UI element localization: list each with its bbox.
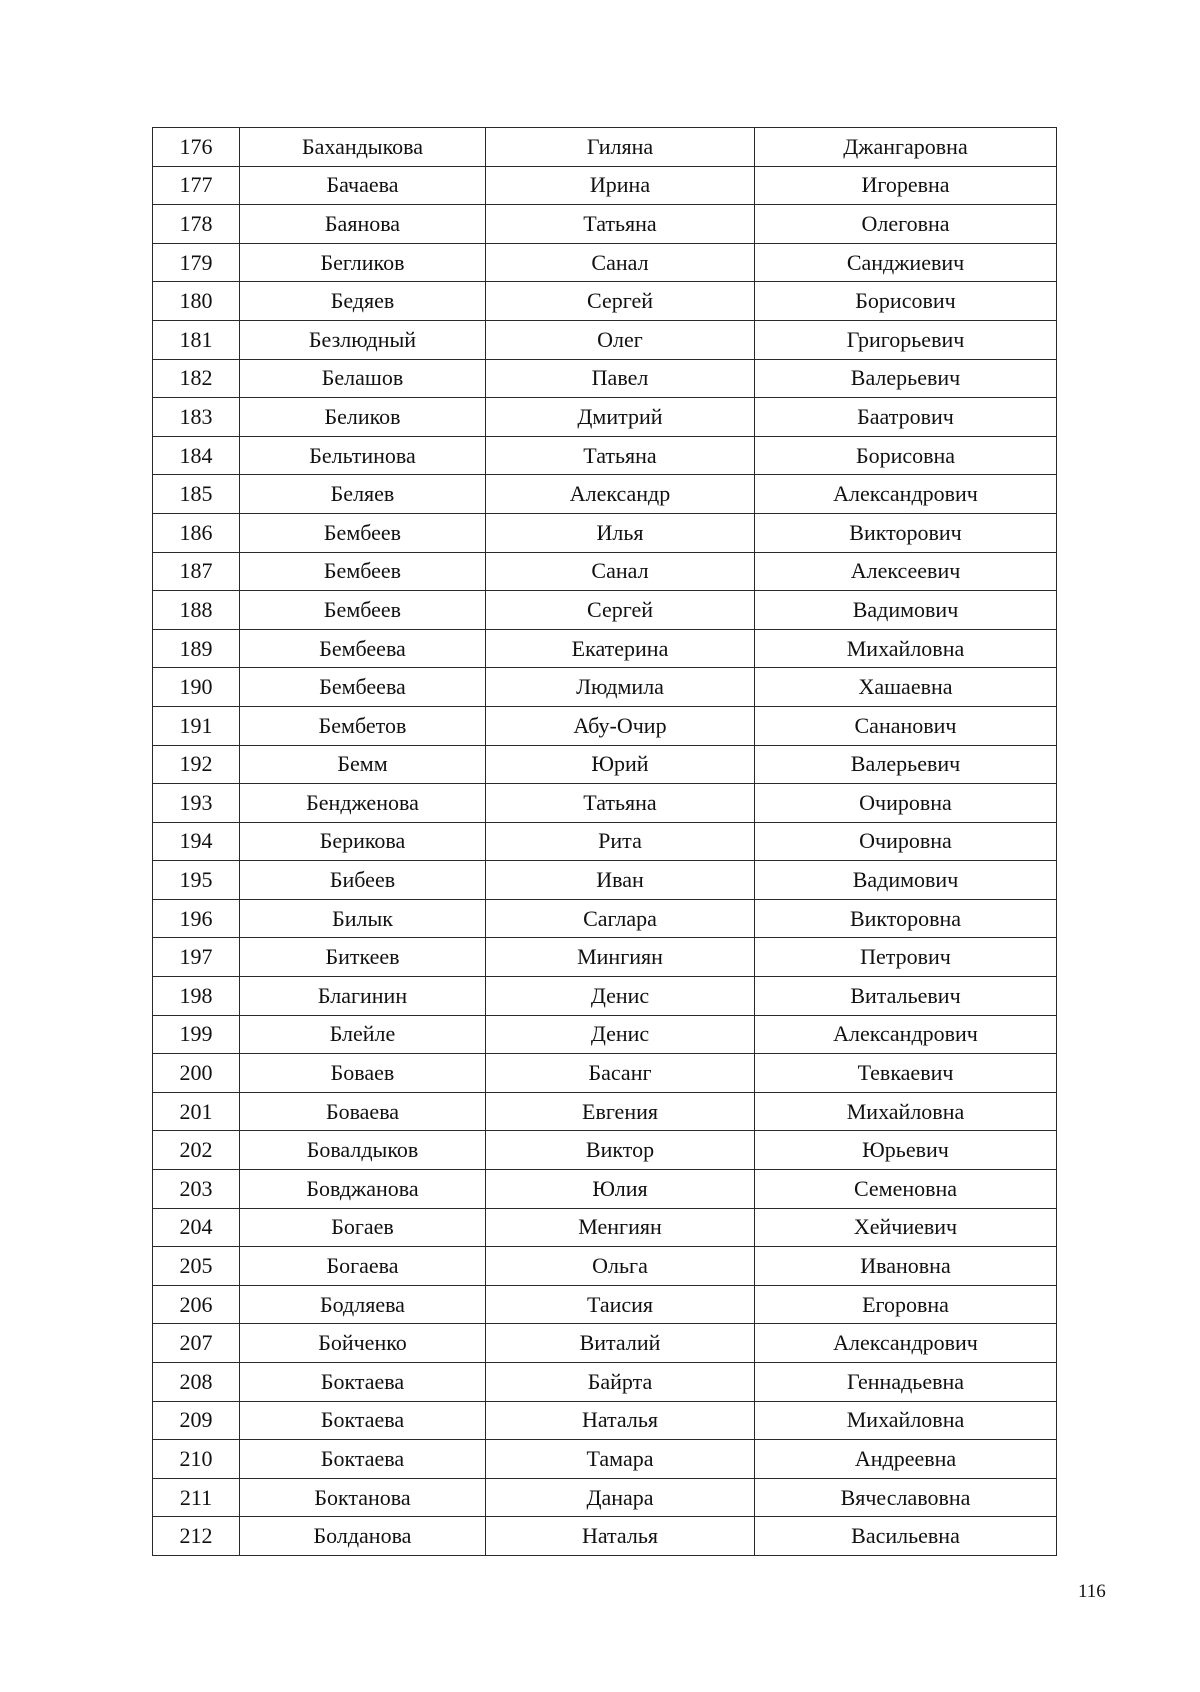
- table-row: [153, 1247, 1057, 1286]
- row-number-cell: 179: [153, 243, 240, 282]
- first-name-cell: Гиляна: [486, 128, 755, 167]
- row-number-cell: 207: [153, 1324, 240, 1363]
- first-name-cell: Тамара: [486, 1440, 755, 1479]
- row-number-cell: 205: [153, 1247, 240, 1286]
- last-name-cell: Боктанова: [240, 1478, 486, 1517]
- last-name-cell: Бегликов: [240, 243, 486, 282]
- row-number-cell: 189: [153, 629, 240, 668]
- last-name-cell: Беляев: [240, 475, 486, 514]
- table-row: [153, 166, 1057, 205]
- patronymic-cell: Егоровна: [755, 1285, 1057, 1324]
- patronymic-cell: Михайловна: [755, 1092, 1057, 1131]
- first-name-cell: Александр: [486, 475, 755, 514]
- first-name-cell: Санал: [486, 552, 755, 591]
- table-row: [153, 977, 1057, 1016]
- last-name-cell: Бембетов: [240, 706, 486, 745]
- patronymic-cell: Александрович: [755, 1324, 1057, 1363]
- last-name-cell: Благинин: [240, 977, 486, 1016]
- row-number-cell: 182: [153, 359, 240, 398]
- row-number-cell: 191: [153, 706, 240, 745]
- patronymic-cell: Вячеславовна: [755, 1478, 1057, 1517]
- last-name-cell: Боваев: [240, 1054, 486, 1093]
- table-row: [153, 1170, 1057, 1209]
- patronymic-cell: Александрович: [755, 1015, 1057, 1054]
- last-name-cell: Биткеев: [240, 938, 486, 977]
- patronymic-cell: Борисович: [755, 282, 1057, 321]
- first-name-cell: Денис: [486, 977, 755, 1016]
- table-row: [153, 861, 1057, 900]
- table-row: [153, 1517, 1057, 1556]
- first-name-cell: Байрта: [486, 1363, 755, 1402]
- patronymic-cell: Викторович: [755, 513, 1057, 552]
- first-name-cell: Екатерина: [486, 629, 755, 668]
- first-name-cell: Виктор: [486, 1131, 755, 1170]
- row-number-cell: 196: [153, 899, 240, 938]
- first-name-cell: Менгиян: [486, 1208, 755, 1247]
- table-row: [153, 706, 1057, 745]
- last-name-cell: Боваева: [240, 1092, 486, 1131]
- first-name-cell: Данара: [486, 1478, 755, 1517]
- patronymic-cell: Александрович: [755, 475, 1057, 514]
- row-number-cell: 188: [153, 591, 240, 630]
- first-name-cell: Сергей: [486, 282, 755, 321]
- row-number-cell: 177: [153, 166, 240, 205]
- last-name-cell: Бовалдыков: [240, 1131, 486, 1170]
- row-number-cell: 203: [153, 1170, 240, 1209]
- patronymic-cell: Витальевич: [755, 977, 1057, 1016]
- last-name-cell: Бемм: [240, 745, 486, 784]
- first-name-cell: Наталья: [486, 1401, 755, 1440]
- last-name-cell: Богаева: [240, 1247, 486, 1286]
- table-row: [153, 1015, 1057, 1054]
- last-name-cell: Бодляева: [240, 1285, 486, 1324]
- first-name-cell: Сергей: [486, 591, 755, 630]
- patronymic-cell: Валерьевич: [755, 745, 1057, 784]
- row-number-cell: 192: [153, 745, 240, 784]
- first-name-cell: Юлия: [486, 1170, 755, 1209]
- last-name-cell: Блейле: [240, 1015, 486, 1054]
- table-row: [153, 513, 1057, 552]
- patronymic-cell: Джангаровна: [755, 128, 1057, 167]
- table-row: [153, 745, 1057, 784]
- first-name-cell: Татьяна: [486, 784, 755, 823]
- row-number-cell: 206: [153, 1285, 240, 1324]
- first-name-cell: Рита: [486, 822, 755, 861]
- patronymic-cell: Петрович: [755, 938, 1057, 977]
- last-name-cell: Бембеев: [240, 552, 486, 591]
- row-number-cell: 180: [153, 282, 240, 321]
- first-name-cell: Наталья: [486, 1517, 755, 1556]
- patronymic-cell: Олеговна: [755, 205, 1057, 244]
- patronymic-cell: Борисовна: [755, 436, 1057, 475]
- first-name-cell: Юрий: [486, 745, 755, 784]
- last-name-cell: Бембеева: [240, 668, 486, 707]
- row-number-cell: 185: [153, 475, 240, 514]
- patronymic-cell: Хашаевна: [755, 668, 1057, 707]
- table-row: [153, 784, 1057, 823]
- patronymic-cell: Ивановна: [755, 1247, 1057, 1286]
- patronymic-cell: Андреевна: [755, 1440, 1057, 1479]
- table-row: [153, 668, 1057, 707]
- table-row: [153, 822, 1057, 861]
- last-name-cell: Бендженова: [240, 784, 486, 823]
- patronymic-cell: Васильевна: [755, 1517, 1057, 1556]
- table-row: [153, 128, 1057, 167]
- roster-table: [152, 127, 1057, 1556]
- row-number-cell: 204: [153, 1208, 240, 1247]
- table-row: [153, 359, 1057, 398]
- row-number-cell: 178: [153, 205, 240, 244]
- first-name-cell: Ирина: [486, 166, 755, 205]
- patronymic-cell: Михайловна: [755, 1401, 1057, 1440]
- last-name-cell: Билык: [240, 899, 486, 938]
- table-row: [153, 205, 1057, 244]
- last-name-cell: Бовджанова: [240, 1170, 486, 1209]
- patronymic-cell: Тевкаевич: [755, 1054, 1057, 1093]
- first-name-cell: Саглара: [486, 899, 755, 938]
- row-number-cell: 190: [153, 668, 240, 707]
- row-number-cell: 197: [153, 938, 240, 977]
- row-number-cell: 202: [153, 1131, 240, 1170]
- first-name-cell: Мингиян: [486, 938, 755, 977]
- patronymic-cell: Хейчиевич: [755, 1208, 1057, 1247]
- patronymic-cell: Семеновна: [755, 1170, 1057, 1209]
- row-number-cell: 211: [153, 1478, 240, 1517]
- row-number-cell: 181: [153, 320, 240, 359]
- first-name-cell: Таисия: [486, 1285, 755, 1324]
- row-number-cell: 193: [153, 784, 240, 823]
- last-name-cell: Бачаева: [240, 166, 486, 205]
- table-row: [153, 1131, 1057, 1170]
- row-number-cell: 208: [153, 1363, 240, 1402]
- row-number-cell: 200: [153, 1054, 240, 1093]
- first-name-cell: Ольга: [486, 1247, 755, 1286]
- table-row: [153, 1401, 1057, 1440]
- last-name-cell: Боктаева: [240, 1363, 486, 1402]
- patronymic-cell: Вадимович: [755, 591, 1057, 630]
- row-number-cell: 187: [153, 552, 240, 591]
- patronymic-cell: Григорьевич: [755, 320, 1057, 359]
- first-name-cell: Илья: [486, 513, 755, 552]
- last-name-cell: Болданова: [240, 1517, 486, 1556]
- table-row: [153, 552, 1057, 591]
- table-row: [153, 1324, 1057, 1363]
- table-row: [153, 1092, 1057, 1131]
- first-name-cell: Павел: [486, 359, 755, 398]
- first-name-cell: Евгения: [486, 1092, 755, 1131]
- row-number-cell: 195: [153, 861, 240, 900]
- patronymic-cell: Алексеевич: [755, 552, 1057, 591]
- last-name-cell: Боктаева: [240, 1440, 486, 1479]
- row-number-cell: 201: [153, 1092, 240, 1131]
- patronymic-cell: Геннадьевна: [755, 1363, 1057, 1402]
- table-row: [153, 1054, 1057, 1093]
- table-row: [153, 1285, 1057, 1324]
- last-name-cell: Бембеева: [240, 629, 486, 668]
- table-row: [153, 1363, 1057, 1402]
- first-name-cell: Виталий: [486, 1324, 755, 1363]
- first-name-cell: Олег: [486, 320, 755, 359]
- patronymic-cell: Игоревна: [755, 166, 1057, 205]
- table-row: [153, 475, 1057, 514]
- row-number-cell: 186: [153, 513, 240, 552]
- last-name-cell: Богаев: [240, 1208, 486, 1247]
- last-name-cell: Бойченко: [240, 1324, 486, 1363]
- first-name-cell: Дмитрий: [486, 398, 755, 437]
- patronymic-cell: Санджиевич: [755, 243, 1057, 282]
- row-number-cell: 176: [153, 128, 240, 167]
- row-number-cell: 210: [153, 1440, 240, 1479]
- first-name-cell: Басанг: [486, 1054, 755, 1093]
- table-row: [153, 398, 1057, 437]
- table-row: [153, 282, 1057, 321]
- table-row: [153, 629, 1057, 668]
- last-name-cell: Бельтинова: [240, 436, 486, 475]
- last-name-cell: Бембеев: [240, 591, 486, 630]
- row-number-cell: 198: [153, 977, 240, 1016]
- table-row: [153, 320, 1057, 359]
- table-row: [153, 243, 1057, 282]
- last-name-cell: Белашов: [240, 359, 486, 398]
- first-name-cell: Денис: [486, 1015, 755, 1054]
- patronymic-cell: Вадимович: [755, 861, 1057, 900]
- patronymic-cell: Юрьевич: [755, 1131, 1057, 1170]
- patronymic-cell: Очировна: [755, 784, 1057, 823]
- page-number: 116: [1078, 1581, 1106, 1602]
- row-number-cell: 212: [153, 1517, 240, 1556]
- row-number-cell: 209: [153, 1401, 240, 1440]
- last-name-cell: Беликов: [240, 398, 486, 437]
- last-name-cell: Бедяев: [240, 282, 486, 321]
- row-number-cell: 199: [153, 1015, 240, 1054]
- patronymic-cell: Михайловна: [755, 629, 1057, 668]
- patronymic-cell: Баатрович: [755, 398, 1057, 437]
- last-name-cell: Бембеев: [240, 513, 486, 552]
- first-name-cell: Иван: [486, 861, 755, 900]
- row-number-cell: 184: [153, 436, 240, 475]
- last-name-cell: Берикова: [240, 822, 486, 861]
- table-row: [153, 436, 1057, 475]
- first-name-cell: Татьяна: [486, 436, 755, 475]
- row-number-cell: 183: [153, 398, 240, 437]
- roster-table-body: [153, 128, 1057, 1556]
- row-number-cell: 194: [153, 822, 240, 861]
- patronymic-cell: Очировна: [755, 822, 1057, 861]
- last-name-cell: Баянова: [240, 205, 486, 244]
- first-name-cell: Татьяна: [486, 205, 755, 244]
- table-row: [153, 591, 1057, 630]
- table-row: [153, 1208, 1057, 1247]
- table-row: [153, 1440, 1057, 1479]
- patronymic-cell: Викторовна: [755, 899, 1057, 938]
- first-name-cell: Людмила: [486, 668, 755, 707]
- patronymic-cell: Валерьевич: [755, 359, 1057, 398]
- last-name-cell: Боктаева: [240, 1401, 486, 1440]
- table-row: [153, 899, 1057, 938]
- patronymic-cell: Сананович: [755, 706, 1057, 745]
- first-name-cell: Санал: [486, 243, 755, 282]
- table-row: [153, 938, 1057, 977]
- last-name-cell: Безлюдный: [240, 320, 486, 359]
- table-row: [153, 1478, 1057, 1517]
- first-name-cell: Абу-Очир: [486, 706, 755, 745]
- last-name-cell: Бахандыкова: [240, 128, 486, 167]
- last-name-cell: Бибеев: [240, 861, 486, 900]
